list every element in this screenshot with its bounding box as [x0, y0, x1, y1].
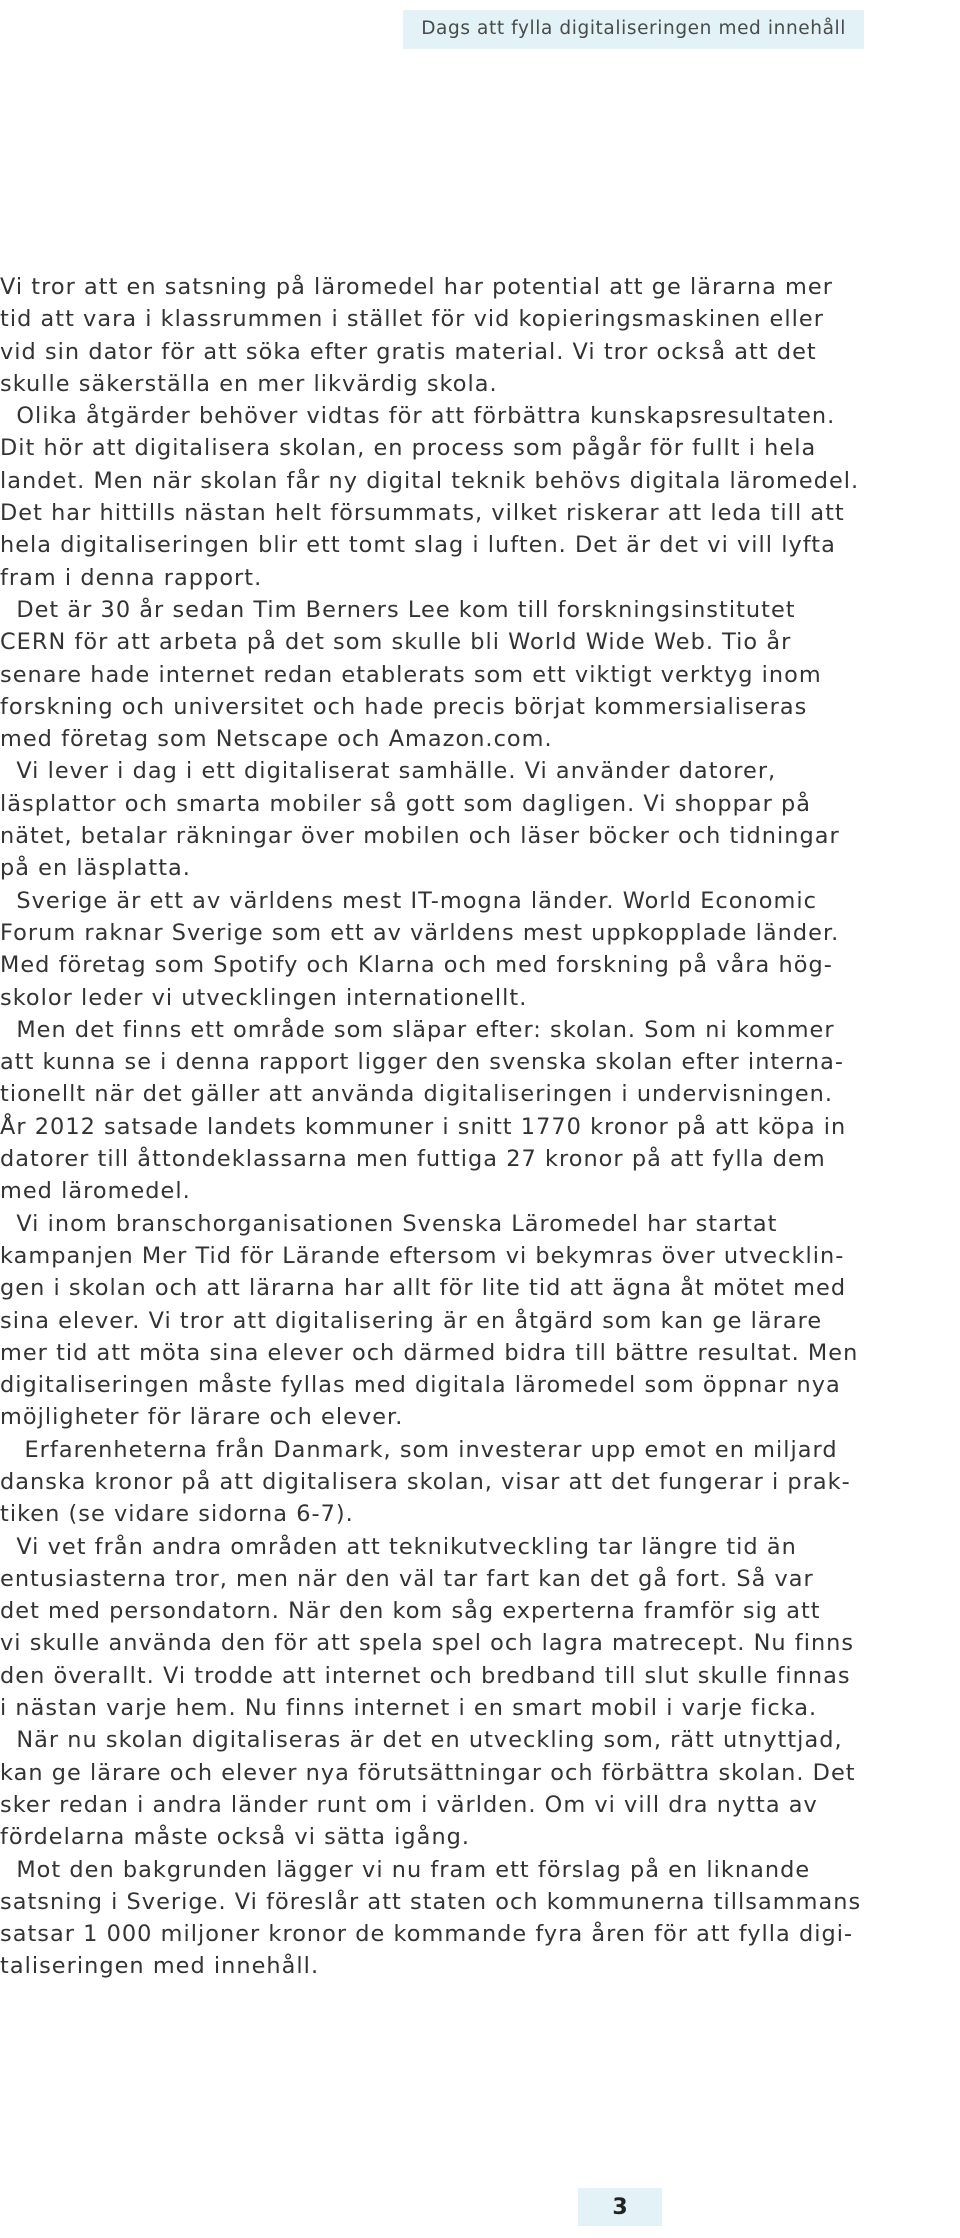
text-line: När nu skolan digitaliseras är det en utveckling som, rätt utnyttjad, — [0, 1727, 843, 1754]
text-line: den överallt. Vi trodde att internet och bredband till slut skulle finnas — [0, 1662, 851, 1689]
text-line: med läromedel. — [0, 1178, 191, 1205]
paragraph — [0, 885, 960, 1014]
page-number: 3 — [612, 2194, 628, 2220]
text-line: att kunna se i denna rapport ligger den svenska skolan efter interna- — [0, 1049, 845, 1076]
text-line: hela digitaliseringen blir ett tomt slag i luften. Det är det vi vill lyfta — [0, 532, 836, 559]
text-line: Det har hittills nästan helt försummats, vilket riskerar att leda till att — [0, 500, 845, 527]
text-line: Vi vet från andra områden att teknikutveckling tar längre tid än — [0, 1533, 797, 1560]
text-line: Vi inom branschorganisationen Svenska Läromedel har startat — [0, 1210, 778, 1237]
text-line: mer tid att möta sina elever och därmed bidra till bättre resultat. Men — [0, 1339, 859, 1366]
running-header — [403, 10, 864, 49]
text-line: sina elever. Vi tror att digitalisering är en åtgärd som kan ge lärare — [0, 1307, 823, 1334]
text-line: danska kronor på att digitalisera skolan, visar att det fungerar i prak- — [0, 1468, 851, 1495]
text-line: Mot den bakgrunden lägger vi nu fram ett förslag på en liknande — [0, 1856, 811, 1883]
text-line: satsar 1 000 miljoner kronor de kommande fyra åren för att fylla digi- — [0, 1921, 854, 1948]
text-line: forskning och universitet och hade precis börjat kommersialiseras — [0, 693, 808, 720]
text-line: möjligheter för lärare och elever. — [0, 1404, 404, 1431]
text-line: Vi tror att en satsning på läromedel har potential att ge lärarna mer — [0, 274, 833, 300]
text-line: det med persondatorn. När den kom såg experterna framför sig att — [0, 1598, 821, 1625]
paragraph — [0, 271, 960, 400]
text-line: Men det finns ett område som släpar efter: skolan. Som ni kommer — [0, 1016, 835, 1043]
text-line: tionellt när det gäller att använda digitaliseringen i undervisningen. — [0, 1081, 834, 1108]
text-line: gen i skolan och att lärarna har allt för lite tid att ägna åt mötet med — [0, 1275, 847, 1302]
running-header-title: Dags att fylla digitaliseringen med innehåll — [421, 18, 846, 39]
text-line: Dit hör att digitalisera skolan, en process som pågår för fullt i hela — [0, 435, 817, 462]
paragraph — [0, 1434, 960, 1531]
text-line: vid sin dator för att söka efter gratis material. Vi tror också att det — [0, 338, 817, 365]
paragraph — [0, 755, 960, 884]
article-body — [0, 271, 960, 1983]
text-line: tiken (se vidare sidorna 6-7). — [0, 1501, 354, 1528]
text-line: Vi lever i dag i ett digitaliserat samhälle. Vi använder datorer, — [0, 758, 777, 785]
text-line: med företag som Netscape och Amazon.com. — [0, 726, 553, 753]
text-line: Det är 30 år sedan Tim Berners Lee kom till forskningsinstitutet — [0, 596, 796, 623]
text-line: skolor leder vi utvecklingen internationellt. — [0, 984, 528, 1011]
text-line: på en läsplatta. — [0, 855, 191, 882]
text-line: datorer till åttondeklassarna men futtiga 27 kronor på att fylla dem — [0, 1146, 826, 1173]
text-line: År 2012 satsade landets kommuner i snitt 1770 kronor på att köpa in — [0, 1113, 847, 1140]
text-line: entusiasterna tror, men när den väl tar fart kan det gå fort. Så var — [0, 1565, 814, 1592]
paragraph — [0, 1208, 960, 1434]
paragraph — [0, 400, 960, 594]
text-line: taliseringen med innehåll. — [0, 1953, 320, 1980]
text-line: i nästan varje hem. Nu finns internet i en smart mobil i varje ficka. — [0, 1695, 818, 1722]
text-line: senare hade internet redan etablerats som ett viktigt verktyg inom — [0, 661, 822, 688]
page-number-badge — [578, 2188, 662, 2226]
text-line: landet. Men när skolan får ny digital teknik behövs digitala läromedel. — [0, 467, 860, 494]
text-line: kan ge lärare och elever nya förutsättningar och förbättra skolan. Det — [0, 1759, 856, 1786]
text-line: Sverige är ett av världens mest IT-mogna länder. World Economic — [0, 887, 817, 914]
text-line: Med företag som Spotify och Klarna och med forskning på våra hög- — [0, 952, 833, 979]
text-line: kampanjen Mer Tid för Lärande eftersom vi bekymras över utvecklin- — [0, 1242, 845, 1269]
text-line: CERN för att arbeta på det som skulle bli World Wide Web. Tio år — [0, 629, 792, 656]
text-line: Forum raknar Sverige som ett av världens mest uppkopplade länder. — [0, 919, 840, 946]
text-line: Erfarenheterna från Danmark, som investerar upp emot en miljard — [0, 1436, 838, 1463]
text-line: skulle säkerställa en mer likvärdig skola. — [0, 370, 498, 397]
text-line: nätet, betalar räkningar över mobilen och läser böcker och tidningar — [0, 823, 840, 850]
paragraph — [0, 1014, 960, 1208]
text-line: tid att vara i klassrummen i stället för vid kopieringsmaskinen eller — [0, 306, 824, 333]
text-line: fördelarna måste också vi sätta igång. — [0, 1824, 471, 1851]
text-line: fram i denna rapport. — [0, 564, 263, 591]
paragraph — [0, 594, 960, 755]
text-line: digitaliseringen måste fyllas med digitala läromedel som öppnar nya — [0, 1372, 841, 1399]
paragraph — [0, 1724, 960, 1853]
text-line: vi skulle använda den för att spela spel och lagra matrecept. Nu finns — [0, 1630, 855, 1657]
text-line: sker redan i andra länder runt om i världen. Om vi vill dra nytta av — [0, 1791, 818, 1818]
text-line: Olika åtgärder behöver vidtas för att förbättra kunskapsresultaten. — [0, 403, 836, 430]
text-line: läsplattor och smarta mobiler så gott som dagligen. Vi shoppar på — [0, 790, 812, 817]
text-line: satsning i Sverige. Vi föreslår att staten och kommunerna tillsammans — [0, 1888, 862, 1915]
paragraph — [0, 1854, 960, 1983]
paragraph — [0, 1531, 960, 1725]
